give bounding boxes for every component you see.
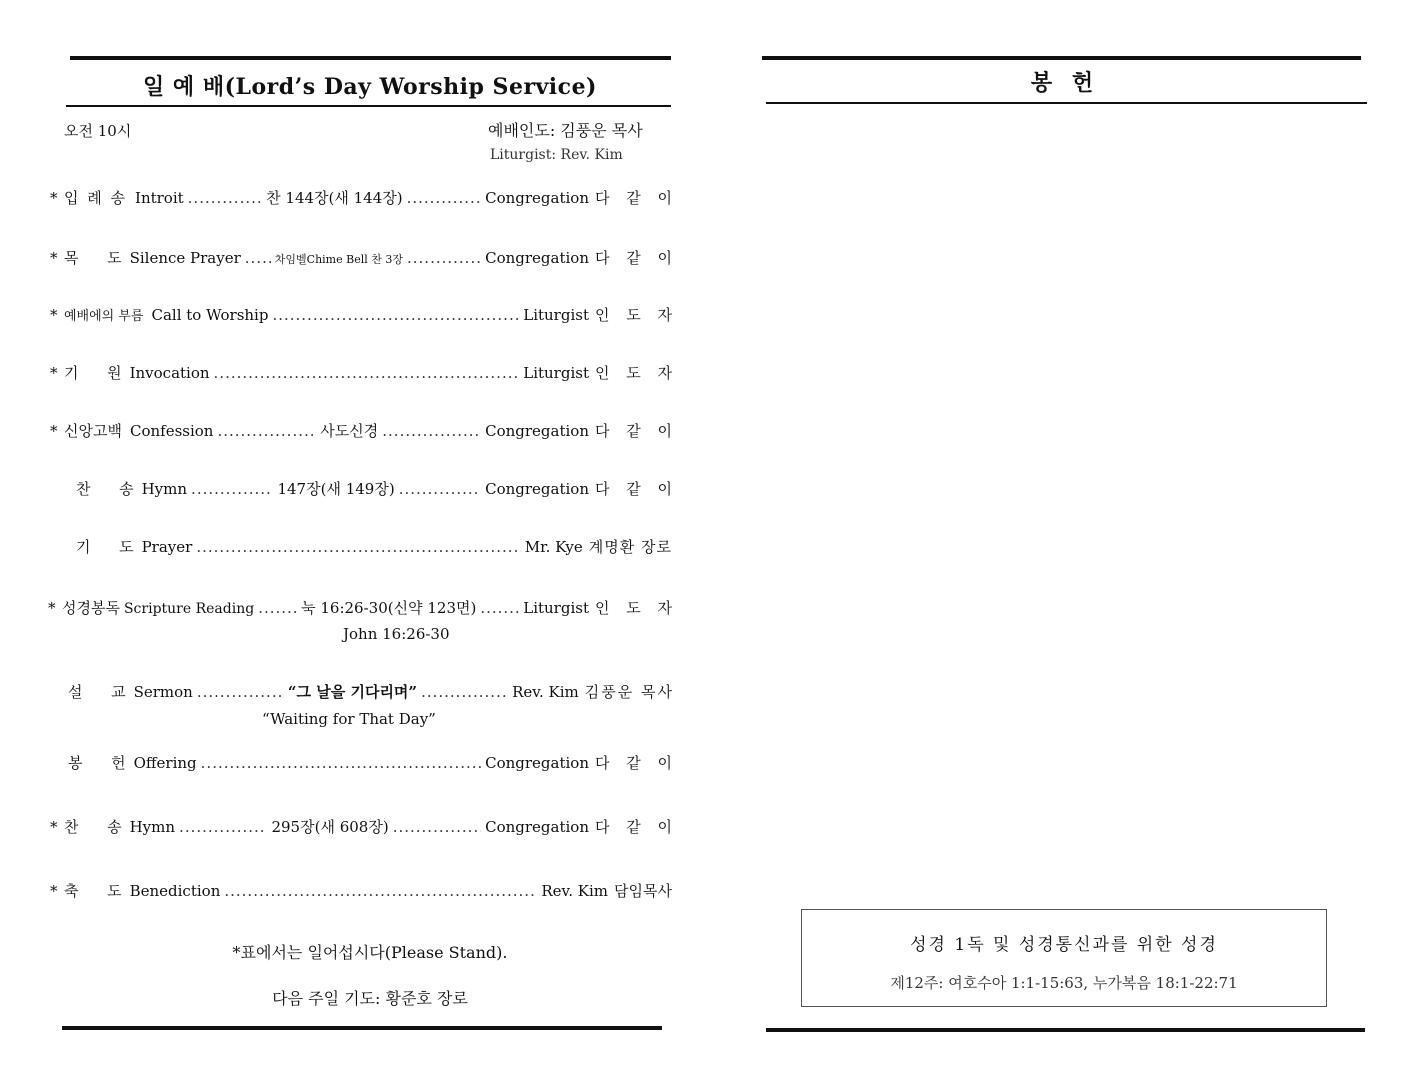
responder-korean: 인 도 자 <box>594 364 678 382</box>
right-bottom-rule <box>766 1028 1365 1032</box>
item-english: Introit <box>135 189 184 207</box>
responder-korean: 담임목사 <box>614 882 672 900</box>
stand-marker: * <box>50 364 58 382</box>
left-top-rule <box>70 56 671 60</box>
responder-korean: 다 같 이 <box>594 249 678 267</box>
stand-marker: * <box>50 818 58 836</box>
item-korean: 찬 송 <box>76 480 134 498</box>
responder-korean: 다 같 이 <box>595 422 679 440</box>
leader-dots <box>179 818 267 836</box>
leader-dots <box>382 422 481 440</box>
sermon-title: “그 날을 기다리며” <box>287 683 418 701</box>
item-korean: 목 도 <box>64 249 122 267</box>
responder-english: Mr. Kye <box>524 538 583 556</box>
responder-english: Congregation <box>485 754 589 772</box>
order-row-invocation <box>50 362 678 386</box>
item-korean: 기 도 <box>76 538 134 556</box>
item-korean: 봉 헌 <box>68 754 126 772</box>
item-detail: 차임벨Chime Bell 찬 3장 <box>274 253 403 266</box>
stand-marker: * <box>50 189 58 207</box>
responder-english: Congregation <box>485 249 589 267</box>
responder-english: Congregation <box>485 189 589 207</box>
order-row-hymn-1 <box>50 478 679 502</box>
responder-korean: 다 같 이 <box>595 818 679 836</box>
bible-reading-schedule: 제12주: 여호수아 1:1-15:63, 누가복음 18:1-22:71 <box>890 974 1238 992</box>
left-title-underline <box>66 105 671 107</box>
leader-dots <box>197 683 284 701</box>
item-english: Confession <box>129 422 214 440</box>
responder-korean: 인 도 자 <box>594 306 678 324</box>
order-row-offering <box>50 752 678 776</box>
item-english: Scripture Reading <box>123 601 255 617</box>
right-page-title: 봉 헌 <box>1030 70 1100 96</box>
order-row-confession <box>50 420 679 444</box>
right-top-rule <box>762 56 1361 60</box>
left-bottom-rule <box>62 1026 662 1030</box>
order-row-silence-prayer <box>50 247 678 271</box>
responder-korean: 다 같 이 <box>594 754 678 772</box>
item-english: Hymn <box>129 818 176 836</box>
bible-reading-box <box>801 909 1327 1007</box>
item-korean: 입 례 송 <box>64 189 128 207</box>
order-row-prayer <box>50 536 672 560</box>
leader-dots <box>245 249 271 267</box>
responder-english: Rev. Kim <box>541 882 609 900</box>
item-detail: 사도신경 <box>320 422 379 440</box>
item-detail: 찬 144장(새 144장) <box>266 189 403 207</box>
item-english: Prayer <box>141 538 193 556</box>
responder-english: Congregation <box>485 480 589 498</box>
leader-dots <box>196 538 520 556</box>
order-row-call-to-worship <box>50 304 678 328</box>
item-english: Sermon <box>133 683 193 701</box>
responder-korean: 다 같 이 <box>595 480 679 498</box>
item-korean: 축 도 <box>64 882 122 900</box>
next-week-prayer: 다음 주일 기도: 황준호 장로 <box>272 989 468 1008</box>
item-detail: 295장(새 608장) <box>271 818 389 836</box>
responder-english: Congregation <box>485 818 589 836</box>
responder-english: Congregation <box>485 422 589 440</box>
stand-marker: * <box>50 422 58 440</box>
order-row-hymn-2 <box>50 816 679 840</box>
stand-note: *표에서는 일어섭시다(Please Stand). <box>232 943 508 962</box>
item-korean: 예배에의 부름 <box>64 309 144 324</box>
leader-dots <box>393 818 481 836</box>
leader-dots <box>224 882 537 900</box>
item-detail: 147장(새 149장) <box>277 480 395 498</box>
order-row-sermon <box>50 681 672 705</box>
stand-marker: * <box>50 249 58 267</box>
order-row-benediction <box>50 880 672 904</box>
item-english: Call to Worship <box>151 306 269 324</box>
responder-english: Rev. Kim <box>512 683 579 701</box>
leader-dots <box>191 480 273 498</box>
stand-marker: * <box>48 599 56 617</box>
item-korean: 성경봉독 <box>62 599 120 617</box>
item-korean: 설 교 <box>68 683 126 701</box>
leader-dots <box>217 422 316 440</box>
stand-marker: * <box>50 306 58 324</box>
item-detail: 눅 16:26-30(신약 123면) <box>301 599 477 617</box>
leader-dots <box>407 249 481 267</box>
right-title-underline <box>766 102 1367 104</box>
item-english: Offering <box>133 754 197 772</box>
item-korean: 신앙고백 <box>64 422 122 440</box>
left-page-title: 일 예 배(Lord’s Day Worship Service) <box>143 74 597 100</box>
item-korean: 찬 송 <box>64 818 122 836</box>
liturgist-english: Liturgist: Rev. Kim <box>490 147 623 163</box>
stand-marker: * <box>50 882 58 900</box>
leader-dots <box>214 364 520 382</box>
order-row-introit <box>50 187 678 211</box>
responder-korean: 계명환 장로 <box>588 538 672 556</box>
responder-korean: 인 도 자 <box>594 599 678 617</box>
leader-dots <box>188 189 262 207</box>
service-time: 오전 10시 <box>64 122 132 140</box>
item-english: Silence Prayer <box>129 249 241 267</box>
responder-english: Liturgist <box>523 306 589 324</box>
leader-dots <box>480 599 519 617</box>
leader-dots <box>258 599 297 617</box>
leader-dots <box>272 306 519 324</box>
item-korean: 기 원 <box>64 364 122 382</box>
responder-korean: 김풍운 목사 <box>584 683 674 701</box>
leader-dots <box>421 683 508 701</box>
leader-dots <box>407 189 481 207</box>
order-row-scripture-reading <box>48 597 678 621</box>
leader-dots <box>399 480 481 498</box>
scripture-english-reference: John 16:26-30 <box>343 625 450 643</box>
item-english: Invocation <box>129 364 210 382</box>
responder-korean: 다 같 이 <box>594 189 678 207</box>
responder-english: Liturgist <box>523 599 589 617</box>
liturgist-korean: 예배인도: 김풍운 목사 <box>488 121 643 140</box>
sermon-english-title: “Waiting for That Day” <box>262 710 436 728</box>
bible-reading-title: 성경 1독 및 성경통신과를 위한 성경 <box>910 935 1218 955</box>
item-english: Hymn <box>141 480 188 498</box>
responder-english: Liturgist <box>523 364 589 382</box>
item-english: Benediction <box>129 882 221 900</box>
leader-dots <box>201 754 481 772</box>
